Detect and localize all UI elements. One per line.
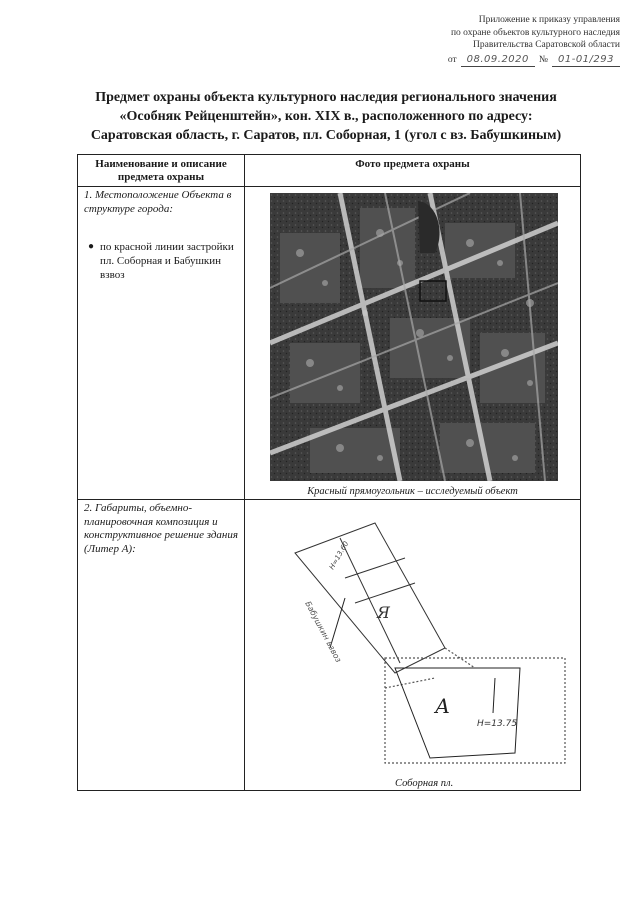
header-line: Приложение к приказу управления	[478, 15, 620, 25]
annex-height: Н=13.60	[327, 540, 351, 571]
street-label-vertical: Бабушкин взвоз	[303, 599, 344, 664]
bullet-icon: ●	[88, 241, 95, 252]
table-row	[78, 500, 581, 791]
title-line: Саратовская область, г. Саратов, пл. Соборная, 1 (угол с вз. Бабушкиным)	[90, 128, 562, 143]
order-reference	[390, 54, 620, 68]
aerial-photo	[270, 193, 558, 481]
col-header-description: Наименование и описание предмета охраны	[78, 155, 245, 187]
bullet-text: по красной линии застройки пл. Соборная и Бабушкин взвоз	[100, 241, 234, 281]
date-prefix: от	[447, 54, 457, 65]
table-header-row	[78, 155, 581, 187]
header-line: Правительства Саратовской области	[473, 40, 620, 50]
building-height: Н=13.75	[477, 719, 518, 729]
document-title	[40, 88, 612, 145]
title-line: Предмет охраны объекта культурного наследия регионального значения	[95, 90, 557, 105]
order-date: 08.09.2020	[461, 54, 535, 68]
building-letter-a: А	[435, 694, 451, 718]
number-prefix: №	[538, 54, 548, 65]
title-line: «Особняк Рейценштейн», кон. XIX в., расположенного по адресу:	[119, 109, 533, 124]
list-item	[84, 240, 240, 282]
floor-plan-drawing	[285, 508, 585, 780]
photo-caption: Красный прямоугольник – исследуемый объект	[307, 486, 518, 497]
row-plan	[245, 500, 581, 791]
protection-table	[77, 154, 581, 791]
order-number: 01-01/293	[552, 54, 620, 68]
annex-letter: Я	[377, 603, 390, 622]
row-photo	[245, 187, 581, 500]
col-header-photo: Фото предмета охраны	[245, 155, 581, 187]
row-description	[78, 187, 245, 500]
table-row	[78, 187, 581, 500]
document-header	[390, 14, 620, 67]
header-line: по охране объектов культурного наследия	[450, 27, 620, 38]
row-title: 1. Местоположение Объекта в структуре города:	[84, 189, 232, 215]
row-description	[78, 500, 245, 791]
plan-street-label: Соборная пл.	[395, 778, 454, 789]
row-title: 2. Габариты, объемно-планировочная композиция и конструктивное решение здания (Литер А):	[84, 502, 238, 555]
